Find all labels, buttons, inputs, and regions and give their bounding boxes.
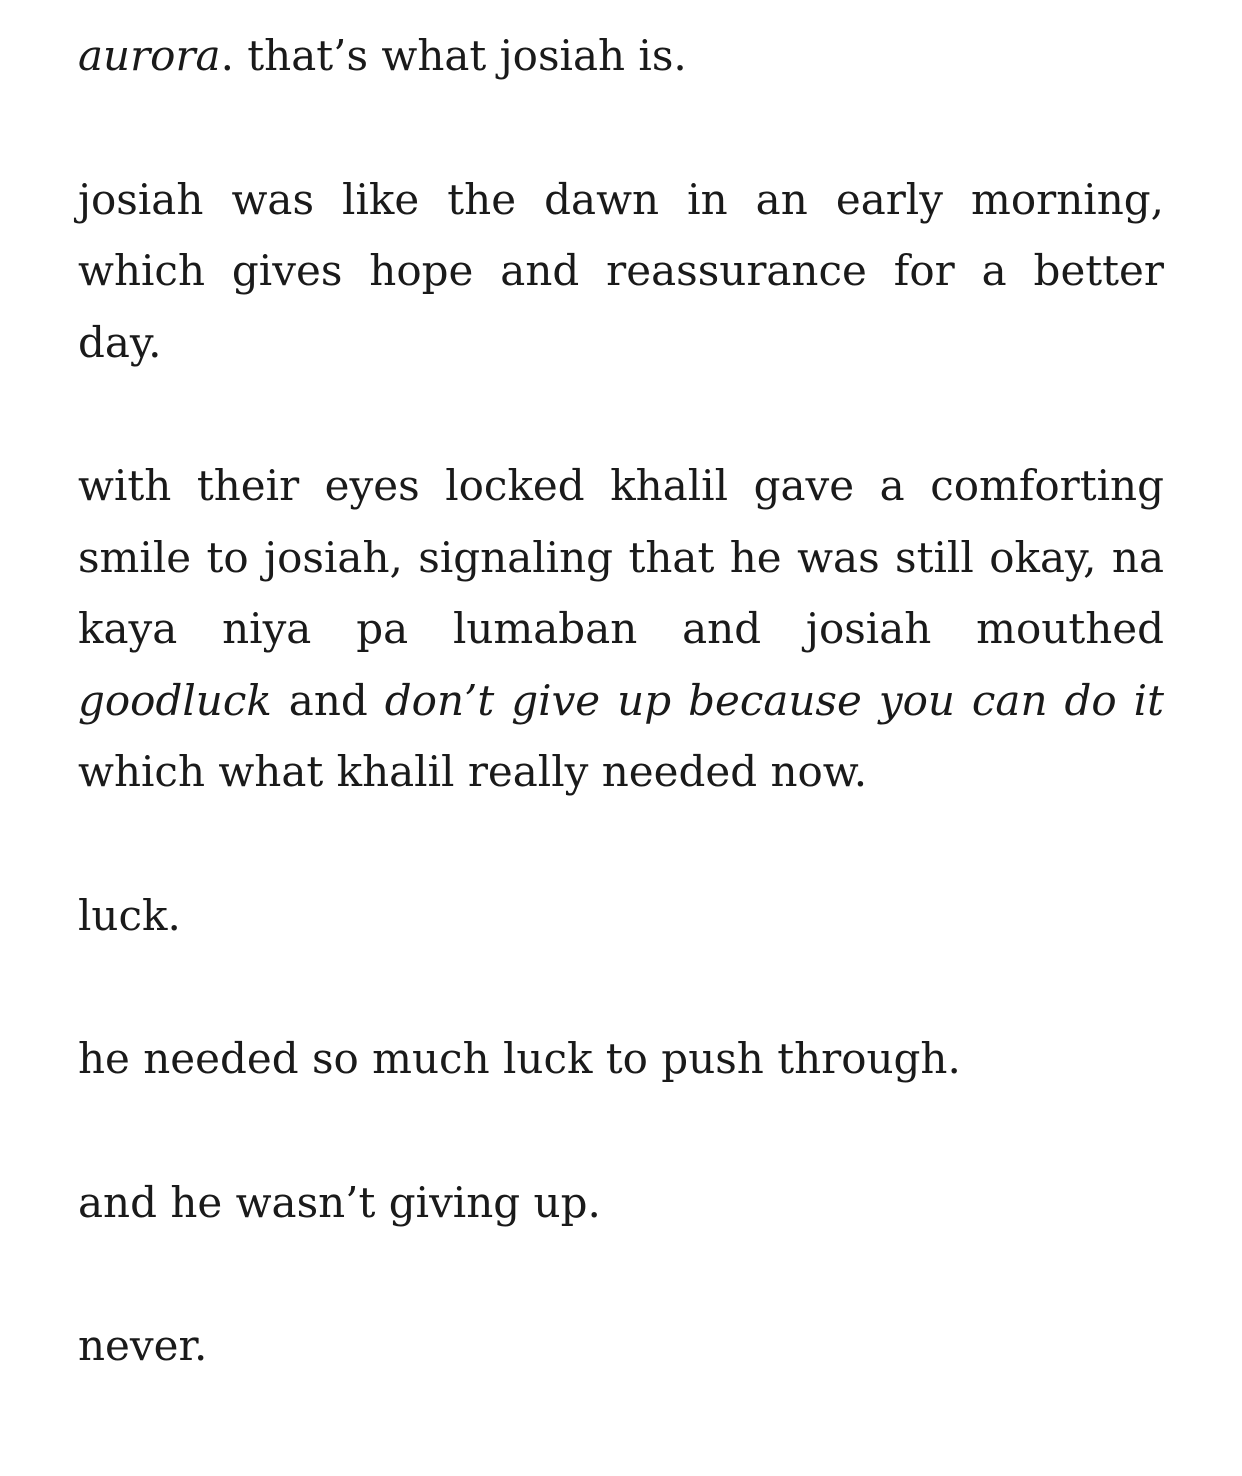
italic-dont-give-up: don’t give up because you can do it — [384, 675, 1164, 725]
italic-aurora: aurora — [78, 31, 221, 80]
paragraph-dawn: josiah was like the dawn in an early morning, which gives hope and reassurance for a better day. — [78, 174, 1164, 367]
paragraph-aurora-rest: . that’s what josiah is. — [220, 31, 687, 80]
paragraph-aurora — [78, 20, 1164, 92]
paragraph-comforting-smile — [78, 450, 1164, 808]
paragraph-not-giving-up: and he wasn’t giving up. — [78, 1177, 601, 1227]
paragraph-luck: luck. — [78, 890, 181, 940]
paragraph-part-3: which what khalil really needed now. — [78, 747, 868, 796]
paragraph-part-1: with their eyes locked khalil gave a comforting smile to josiah, signaling that he was still okay, na kaya niya pa lumaban and josiah mouthed — [78, 461, 1164, 653]
italic-goodluck: goodluck — [78, 675, 272, 725]
paragraph-never: never. — [78, 1321, 208, 1370]
paragraph-push-through: he needed so much luck to push through. — [78, 1034, 961, 1083]
paragraph-part-2: and — [271, 675, 385, 725]
